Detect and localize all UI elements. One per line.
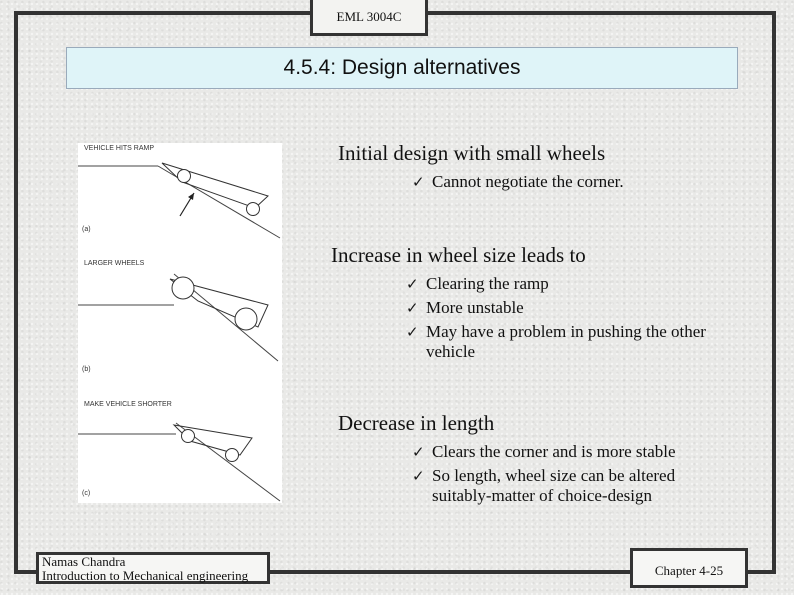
checkmark-icon: ✓	[412, 173, 425, 191]
front-wheel-b	[172, 277, 194, 299]
list-item	[412, 172, 742, 192]
bullet-text: Clears the corner and is more stable	[432, 442, 676, 461]
author-box	[36, 552, 270, 584]
course-code: EML 3004C	[336, 9, 402, 24]
checkmark-icon: ✓	[406, 299, 419, 317]
rear-wheel-a	[247, 203, 260, 216]
author-name: Namas Chandra	[42, 554, 126, 569]
list-item	[412, 442, 732, 462]
bullet-text: So length, wheel size can be altered suitably-matter of choice-design	[432, 466, 676, 505]
section-heading-initial-design: Initial design with small wheels	[338, 141, 606, 165]
course-name: Introduction to Mechanical engineering	[42, 568, 249, 583]
bullet-text: More unstable	[426, 298, 524, 317]
vehicle-ramp-figure	[78, 143, 282, 503]
section-bullets-initial-design	[412, 172, 742, 196]
chapter-page: Chapter 4-25	[654, 563, 724, 578]
slide-title: 4.5.4: Design alternatives	[283, 56, 521, 79]
list-item	[406, 322, 726, 362]
section-heading-wheel-size: Increase in wheel size leads to	[331, 243, 586, 267]
rear-wheel-c	[226, 449, 239, 462]
figure-b-tag: (b)	[82, 366, 91, 373]
figure-a-tag: (a)	[82, 226, 91, 233]
rear-wheel-b	[235, 308, 257, 330]
vehicle-body-a	[162, 163, 268, 208]
checkmark-icon: ✓	[412, 443, 425, 461]
slide-title-bar	[66, 47, 738, 89]
course-code-tab	[310, 0, 428, 36]
figure-c-tag: (c)	[82, 490, 91, 497]
checkmark-icon: ✓	[406, 275, 419, 293]
section-heading-decrease-length: Decrease in length	[338, 411, 495, 435]
list-item	[406, 274, 726, 294]
front-wheel-c	[182, 430, 195, 443]
chapter-box	[630, 548, 748, 588]
list-item	[406, 298, 726, 318]
section-bullets-decrease-length	[412, 442, 732, 510]
front-wheel-a	[178, 170, 191, 183]
checkmark-icon: ✓	[406, 323, 419, 341]
figure-b-caption: LARGER WHEELS	[84, 260, 145, 267]
figure-c-caption: MAKE VEHICLE SHORTER	[84, 401, 172, 408]
checkmark-icon: ✓	[412, 467, 425, 485]
bullet-text: Cannot negotiate the corner.	[432, 172, 624, 191]
bullet-text: May have a problem in pushing the other vehicle	[426, 322, 706, 361]
vehicle-ramp-diagram	[78, 143, 282, 503]
figure-a-caption: VEHICLE HITS RAMP	[84, 145, 155, 152]
bullet-text: Clearing the ramp	[426, 274, 549, 293]
list-item	[412, 466, 732, 506]
section-bullets-wheel-size	[406, 274, 726, 366]
